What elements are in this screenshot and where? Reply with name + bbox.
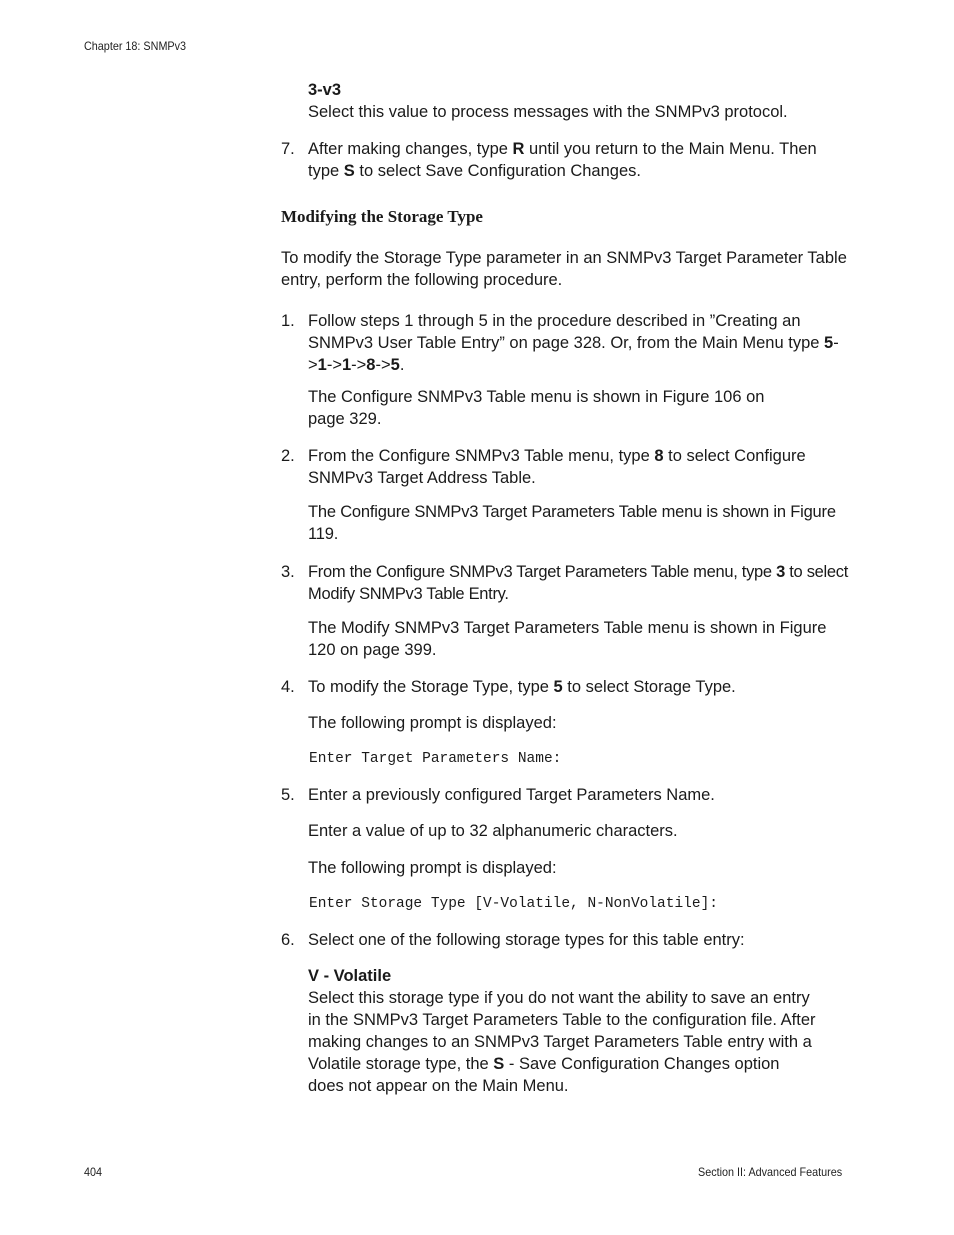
step-3-number: 3. [281, 563, 295, 581]
running-footer-section: Section II: Advanced Features [697, 1165, 842, 1179]
step-3-note: The Modify SNMPv3 Target Parameters Table menu is shown in Figure 120 on page 399. [308, 619, 827, 659]
running-header: Chapter 18: SNMPv3 [84, 39, 187, 53]
step-3-text: From the Configure SNMPv3 Target Parameters Table menu, type 3 to select Modify SNMPv3 Table Entry. [308, 563, 849, 603]
step-1-note: The Configure SNMPv3 Table menu is shown in Figure 106 on page 329. [308, 388, 765, 428]
step-5-prompt: Enter Storage Type [V-Volatile, N-NonVolatile]: [309, 896, 718, 912]
step-4-text: To modify the Storage Type, type 5 to select Storage Type. [308, 678, 736, 696]
step-5-note-1: Enter a value of up to 32 alphanumeric characters. [308, 822, 678, 840]
intro-paragraph: To modify the Storage Type parameter in an SNMPv3 Target Parameter Table entry, perform the following procedure. [281, 249, 847, 289]
step-5-number: 5. [281, 786, 295, 804]
v3-option [308, 79, 848, 123]
step-4-note: The following prompt is displayed: [308, 714, 557, 732]
step-1-text: Follow steps 1 through 5 in the procedure described in ”Creating an SNMPv3 User Table Entry” on page 328. Or, from the Main Menu type 5->1->1->8->5. [308, 312, 839, 374]
step-2-note: The Configure SNMPv3 Target Parameters Table menu is shown in Figure 119. [308, 503, 836, 543]
section-heading: Modifying the Storage Type [281, 207, 483, 226]
step-7-text: After making changes, type R until you return to the Main Menu. Then type S to select Save Configuration Changes. [308, 140, 817, 180]
step-2-number: 2. [281, 447, 295, 465]
v3-term: 3-v3 [308, 81, 342, 99]
volatile-option: V - Volatile Select this storage type if you do not want the ability to save an entry in the SNMPv3 Target Parameters Table to the configuration file. After making changes to an SNMPv3 Target Parameters Table entry with a Volatile storage type, the S - Save Configuration Changes option does not appear on the Main Menu. [308, 967, 816, 1095]
step-5-note-2: The following prompt is displayed: [308, 859, 557, 877]
step-2-text: From the Configure SNMPv3 Table menu, type 8 to select Configure SNMPv3 Target Address Table. [308, 447, 806, 487]
step-1-number: 1. [281, 312, 295, 330]
step-6-text: Select one of the following storage types for this table entry: [308, 931, 745, 949]
volatile-term: V - Volatile [308, 967, 392, 985]
page-number: 404 [84, 1165, 103, 1179]
step-4-number: 4. [281, 678, 295, 696]
step-5-text: Enter a previously configured Target Parameters Name. [308, 786, 715, 804]
step-6-number: 6. [281, 931, 295, 949]
step-7-number: 7. [281, 140, 295, 158]
v3-description: Select this value to process messages with the SNMPv3 protocol. [308, 103, 788, 121]
step-4-prompt: Enter Target Parameters Name: [309, 751, 562, 767]
